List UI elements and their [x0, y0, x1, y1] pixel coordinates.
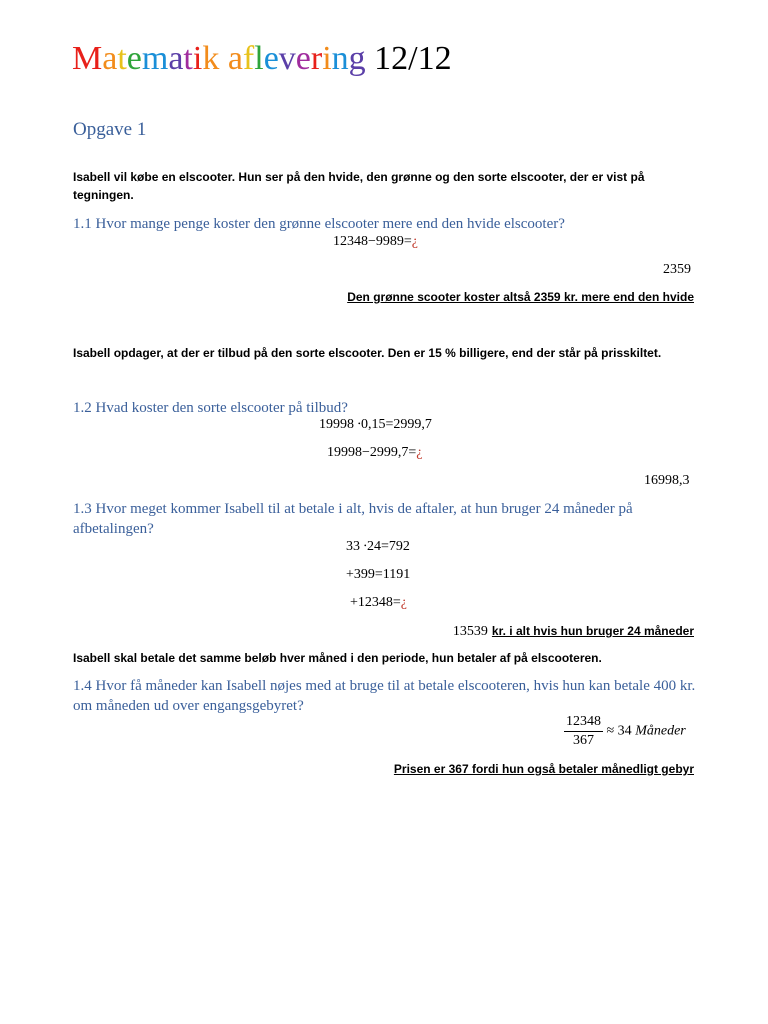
- document-title: [72, 42, 452, 76]
- title-letter: a: [102, 40, 118, 77]
- title-letter: i: [322, 40, 332, 77]
- equation-text: 19998−2999,7=: [327, 445, 417, 460]
- title-letter: a: [168, 40, 184, 77]
- section-heading: Opgave 1: [73, 119, 147, 140]
- title-letter: f: [242, 40, 255, 77]
- title-letter: [366, 42, 375, 76]
- equation-1-3c: [350, 595, 407, 611]
- result-1-2: 16998,3: [644, 473, 690, 488]
- fraction: [564, 713, 603, 750]
- question-1-1: 1.1 Hvor mange penge koster den grønne elscooter mere end den hvide elscooter?: [73, 216, 565, 232]
- title-letter: t: [183, 40, 193, 77]
- title-letter: v: [278, 40, 296, 77]
- title-rainbow-text: [72, 40, 374, 77]
- title-letter: m: [141, 40, 169, 77]
- equation-text: 12348−9989=: [333, 234, 412, 249]
- title-letter: a: [227, 40, 243, 77]
- title-letter: g: [348, 40, 366, 77]
- question-1-4: 1.4 Hvor få måneder kan Isabell nøjes med at bruge til at betale elscooteren, hvis hun kan betale 400 kr. om måneden ud over engangsgebyret?: [73, 678, 696, 714]
- intro-paragraph-1: Isabell vil købe en elscooter. Hun ser på den hvide, den grønne og den sorte elscooter, der er vist på tegningen.: [73, 170, 645, 202]
- equation-1-4: [564, 713, 686, 750]
- title-letter: r: [310, 40, 323, 77]
- result-1-3: 13539: [452, 624, 488, 639]
- question-1-2: 1.2 Hvad koster den sorte elscooter på tilbud?: [73, 400, 348, 416]
- title-letter: k: [202, 40, 220, 77]
- note-1-1: Den grønne scooter koster altså 2359 kr. mere end den hvide: [347, 290, 694, 304]
- equation-placeholder: ¿: [411, 234, 419, 249]
- title-letter: e: [126, 40, 142, 77]
- equation-text: +12348=: [350, 595, 401, 610]
- title-letter: t: [117, 40, 127, 77]
- fraction-numerator: 12348: [564, 713, 603, 732]
- unit-label: Måneder: [635, 723, 686, 739]
- equation-1-1: [333, 234, 418, 250]
- result-1-1: 2359: [663, 262, 691, 277]
- title-letter: M: [72, 40, 103, 77]
- equation-1-3b: +399=1191: [346, 567, 411, 582]
- title-date: 12/12: [374, 40, 452, 77]
- equation-placeholder: ¿: [400, 595, 408, 610]
- note-1-3: kr. i alt hvis hun bruger 24 måneder: [491, 624, 694, 638]
- equation-1-3a: 33 ∙24=792: [346, 539, 410, 554]
- equation-placeholder: ¿: [416, 445, 423, 460]
- title-letter: e: [295, 40, 311, 77]
- title-letter: n: [331, 40, 349, 77]
- note-1-4: Prisen er 367 fordi hun også betaler månedligt gebyr: [393, 762, 694, 776]
- result-line-1-3: [453, 622, 694, 640]
- approx-value: ≈ 34: [606, 723, 632, 739]
- intro-paragraph-3: Isabell skal betale det samme beløb hver måned i den periode, hun betaler af på elscooteren.: [73, 651, 602, 665]
- title-letter: i: [192, 40, 203, 77]
- intro-paragraph-2: Isabell opdager, at der er tilbud på den sorte elscooter. Den er 15 % billigere, end der står på prisskiltet.: [73, 346, 662, 360]
- question-1-3: 1.3 Hvor meget kommer Isabell til at betale i alt, hvis de aftaler, at hun bruger 24 måneder på afbetalingen?: [73, 501, 633, 537]
- fraction-denominator: 367: [573, 733, 594, 748]
- equation-1-2b: [327, 445, 423, 461]
- title-letter: e: [263, 40, 279, 77]
- title-letter: l: [254, 40, 264, 77]
- title-letter: [219, 42, 228, 76]
- equation-1-2a: 19998 ∙0,15=2999,7: [319, 417, 432, 432]
